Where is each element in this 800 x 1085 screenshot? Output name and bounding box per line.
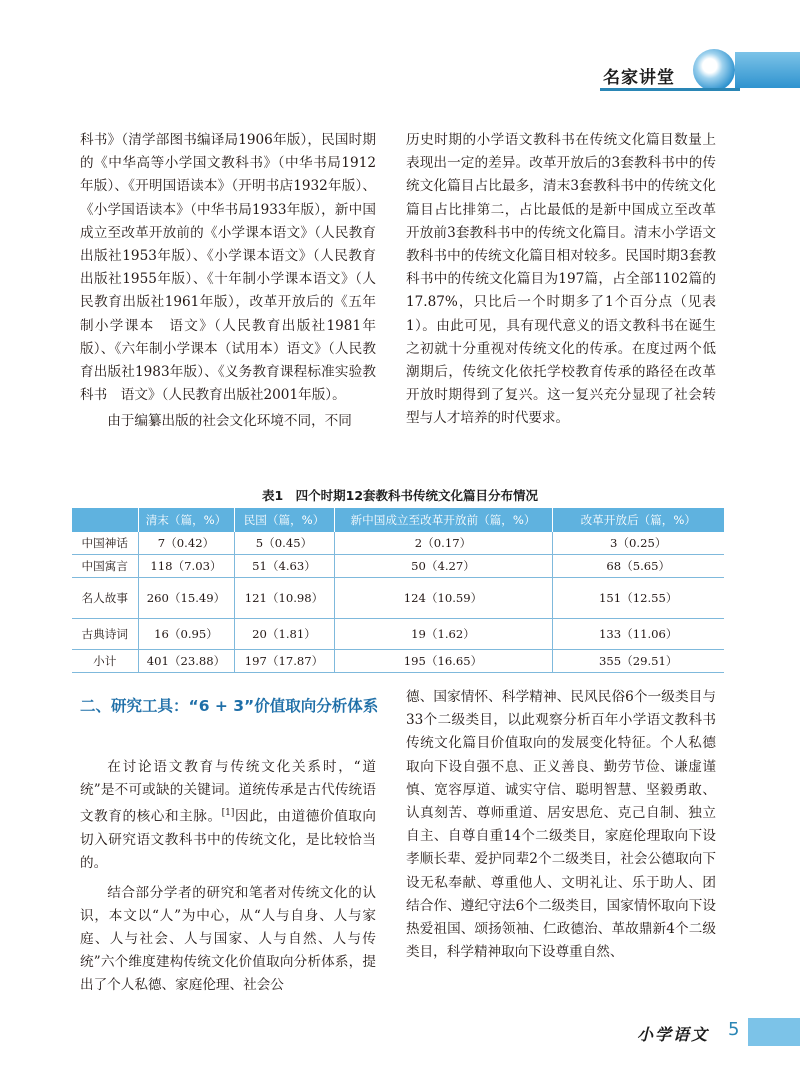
row-label: 古典诗词 [72, 619, 138, 650]
row-label: 中国神话 [72, 532, 138, 555]
table-cell: 260（15.49） [138, 578, 234, 619]
paragraph: 历史时期的小学语文教科书在传统文化篇目数量上表现出一定的差异。改革开放后的3套教科书中的传统文化篇目占比最多，清末3套教科书中的传统文化篇目占比排第二，占比最低的是新中国成立至改革开放前3套教科书中的传统文化篇目。清末小学语文教科书中的传统文化篇目相对较多。民国时期3套教科书中的传统文化篇目为197篇，占全部1102篇的17.87%，只比后一个时期多了1个百分点（见表1）。由此可见，具有现代意义的语文教科书在诞生之初就十分重视对传统文化的传承。在度过两个低潮期后，传统文化依托学校教育传承的路径在改革开放时期得到了复兴。这一复兴充分显现了社会转型与人才培养的时代要求。 [406, 132, 716, 427]
table-cell: 51（4.63） [234, 555, 334, 578]
paragraph [80, 756, 376, 876]
distribution-table [72, 508, 724, 673]
header-color-bar [735, 52, 800, 88]
section-header-title: 名家讲堂 [603, 68, 675, 88]
section-heading: 二、研究工具：“6 + 3”价值取向分析体系 [80, 697, 379, 715]
column-header: 清末（篇，%） [138, 508, 234, 532]
table-cell: 19（1.62） [334, 619, 552, 650]
paragraph-text: 因此，由道德价值取向切入研究语文教科书中的传统文化，是比较恰当的。 [80, 808, 376, 872]
row-label: 名人故事 [72, 578, 138, 619]
table-cell: 118（7.03） [138, 555, 234, 578]
table-cell: 197（17.87） [234, 650, 334, 673]
header-circle-decoration [693, 49, 735, 91]
table-cell: 20（1.81） [234, 619, 334, 650]
row-label: 中国寓言 [72, 555, 138, 578]
column-header: 新中国成立至改革开放前（篇，%） [334, 508, 552, 532]
paragraph: 德、国家情怀、科学精神、民风民俗6个一级类目与33个二级类目，以此观察分析百年小学语文教科书传统文化篇目价值取向的发展变化特征。个人私德取向下设自强不息、正义善良、勤劳节俭、谦虚谨慎、宽容厚道、诚实守信、聪明智慧、坚毅勇敢、认真刻苦、尊师重道、居安思危、克己自制、独立自主、自尊自重14个二级类目，家庭伦理取向下设孝顺长辈、爱护同辈2个二级类目，社会公德取向下设无私奉献、尊重他人、文明礼让、乐于助人、团结合作、遵纪守法6个二级类目，国家情怀取向下设热爱祖国、颂扬领袖、仁政德治、革故鼎新4个二级类目，科学精神取向下设尊重自然、 [406, 689, 716, 961]
citation-ref: [1] [221, 808, 235, 819]
table-cell: 3（0.25） [552, 532, 724, 555]
column-header: 民国（篇，%） [234, 508, 334, 532]
right-column-top [406, 129, 716, 431]
footer-color-bar [748, 1018, 800, 1046]
row-label: 小计 [72, 650, 138, 673]
table-cell: 133（11.06） [552, 619, 724, 650]
table-cell: 124（10.59） [334, 578, 552, 619]
header-underline [600, 88, 740, 91]
left-column-bottom [80, 756, 376, 998]
column-header: 改革开放后（篇，%） [552, 508, 724, 532]
left-column-top [80, 129, 376, 434]
table-caption: 表1 四个时期12套教科书传统文化篇目分布情况 [261, 488, 539, 503]
paragraph: 由于编纂出版的社会文化环境不同，不同 [107, 413, 352, 430]
footer-magazine-title: 小学语文 [637, 1025, 710, 1044]
footer-page-number: 5 [728, 1019, 740, 1040]
table-cell: 401（23.88） [138, 650, 234, 673]
paragraph: 结合部分学者的研究和笔者对传统文化的认识，本文以“人”为中心，从“人与自身、人与家庭、人与社会、人与国家、人与自然、人与传统”六个维度建构传统文化价值取向分析体系，提出了个人私德、家庭伦理、社会公 [80, 884, 376, 994]
table-cell: 50（4.27） [334, 555, 552, 578]
table-cell: 5（0.45） [234, 532, 334, 555]
paragraph: 科书》（清学部图书编译局1906年版），民国时期的《中华高等小学国文教科书》（中华书局1912年版）、《开明国语读本》（开明书店1932年版）、《小学国语读本》（中华书局1933年版），新中国成立至改革开放前的《小学课本语文》（人民教育出版社1953年版）、《小学课本语文》（人民教育出版社1955年版）、《十年制小学课本语文》（人民教育出版社1961年版），改革开放后的《五年制小学课本 语文》（人民教育出版社1981年版）、《六年制小学课本（试用本）语文》（人民教育出版社1983年版）、《义务教育课程标准实验教科书 语文》（人民教育出版社2001年版）。 [80, 132, 376, 404]
table-row [72, 555, 724, 578]
table-cell: 121（10.98） [234, 578, 334, 619]
table-cell: 2（0.17） [334, 532, 552, 555]
table-header-row [72, 508, 724, 532]
table-row [72, 578, 724, 619]
table-cell: 195（16.65） [334, 650, 552, 673]
table-row [72, 619, 724, 650]
table-cell: 7（0.42） [138, 532, 234, 555]
table-cell: 68（5.65） [552, 555, 724, 578]
right-column-bottom [406, 686, 716, 964]
table-row-total [72, 650, 724, 673]
table-row [72, 532, 724, 555]
table-cell: 151（12.55） [552, 578, 724, 619]
column-header [72, 508, 138, 532]
table-cell: 16（0.95） [138, 619, 234, 650]
table-cell: 355（29.51） [552, 650, 724, 673]
paragraph-text: 在讨论语文教育与传统文化关系时，“道统”是不可或缺的关键词。道统传承是古代传统语文教育的核心和主脉。 [80, 759, 376, 825]
